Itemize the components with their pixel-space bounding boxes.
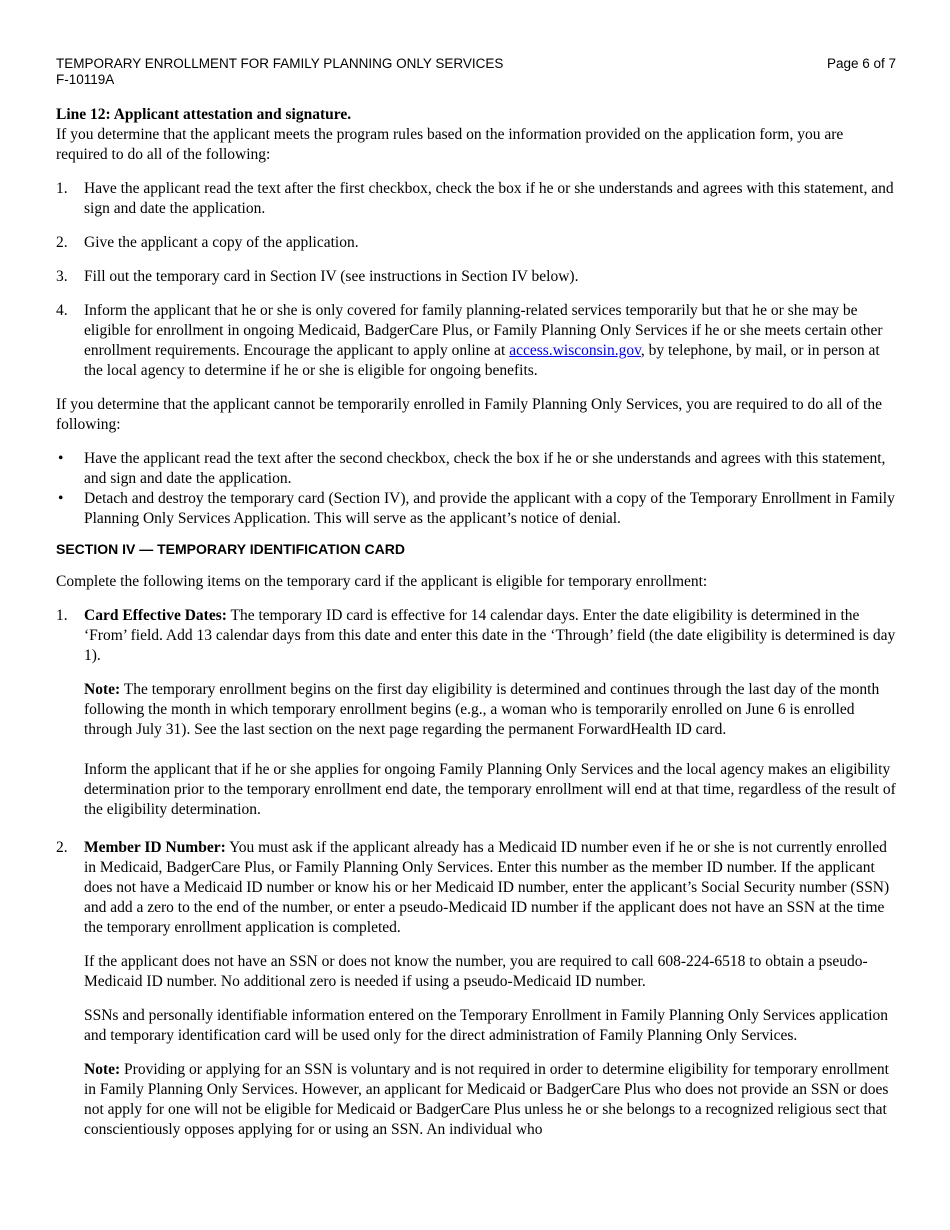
bullet-icon: • xyxy=(58,490,64,507)
list-text: Fill out the temporary card in Section IV (see instructions in Section IV below). xyxy=(84,268,579,285)
member-id-number xyxy=(84,838,896,938)
page-header xyxy=(56,56,896,88)
item-label: Card Effective Dates: xyxy=(84,607,227,624)
bullet-item xyxy=(56,489,896,529)
note-text: The temporary enrollment begins on the first day eligibility is determined and continues through the last day of the month following the month in which temporary enrollment begins (e.g., a woman who is temporarily enrolled on June 6 is enrolled through July 31). See the last section on the next page regarding the permanent ForwardHealth ID card. xyxy=(84,681,880,738)
list-item xyxy=(56,606,896,820)
paragraph: SSNs and personally identifiable information entered on the Temporary Enrollment in Family Planning Only Services application and temporary identification card will be used only for the direct administration of Family Planning Only Services. xyxy=(84,1007,889,1044)
line12-intro: If you determine that the applicant meets the program rules based on the information provided on the application form, you are required to do all of the following: xyxy=(56,126,844,163)
paragraph: Inform the applicant that if he or she applies for ongoing Family Planning Only Services and the local agency makes an eligibility determination prior to the temporary enrollment end date, the temporary enrollment will end at that time, regardless of the result of the eligibility determination. xyxy=(84,761,896,818)
list-number: 1. xyxy=(56,607,68,624)
list-text-part: Inform the applicant that he or she is only covered for family planning-related services temporarily but that he or she may be eligible for enrollment in ongoing Medicaid, BadgerCare Plus, or Family Planning Only Services if he or she meets certain other enrollment requirements. Encourage the applicant to apply online at xyxy=(84,302,883,359)
note-label: Note: xyxy=(84,1061,121,1078)
access-wisconsin-link[interactable]: access.wisconsin.gov xyxy=(509,342,641,359)
list-item xyxy=(56,179,896,219)
paragraph: If the applicant does not have an SSN or does not know the number, you are required to call 608-224-6518 to obtain a pseudo-Medicaid ID number. No additional zero is needed if using a pseudo-Medicaid ID number. xyxy=(84,953,868,990)
card-effective-dates xyxy=(84,606,896,666)
section-iv-heading: SECTION IV — TEMPORARY IDENTIFICATION CARD xyxy=(56,541,405,557)
note-label: Note: xyxy=(84,681,121,698)
list-item xyxy=(56,838,896,1140)
page-number: Page 6 of 7 xyxy=(826,56,896,71)
list-number: 3. xyxy=(56,268,68,285)
document-title: TEMPORARY ENROLLMENT FOR FAMILY PLANNING ONLY SERVICES xyxy=(56,56,504,71)
item-text: You must ask if the applicant already has a Medicaid ID number even if he or she is not currently enrolled in Medicaid, BadgerCare Plus, or Family Planning Only Services. Enter this number as the member ID number. If the applicant does not have a Medicaid ID number or know his or her Medicaid ID number, enter the applicant’s Social Security number (SSN) and add a zero to the end of the number, or enter a pseudo-Medicaid ID number if the applicant does not have an SSN at the time the temporary enrollment application is completed. xyxy=(84,839,890,936)
list-number: 4. xyxy=(56,302,68,319)
list-text-part: , by telephone, by mail, or in person at the local agency to determine if he or she is eligible for ongoing benefits. xyxy=(84,342,880,379)
list-text: Have the applicant read the text after the first checkbox, check the box if he or she understands and agrees with this statement, and sign and date the application. xyxy=(84,180,894,217)
list-item xyxy=(56,233,896,253)
bullet-icon: • xyxy=(58,450,64,467)
bullet-item xyxy=(56,449,896,489)
denial-intro: If you determine that the applicant cannot be temporarily enrolled in Family Planning Only Services, you are required to do all of the following: xyxy=(56,396,882,433)
list-text xyxy=(84,301,896,381)
line12-title: Line 12: Applicant attestation and signature. xyxy=(56,106,352,123)
bullet-text: Have the applicant read the text after the second checkbox, check the box if he or she understands and agrees with this statement, and sign and date the application. xyxy=(84,450,886,487)
list-number: 2. xyxy=(56,839,68,856)
item-label: Member ID Number: xyxy=(84,839,226,856)
list-item xyxy=(56,267,896,287)
bullet-text: Detach and destroy the temporary card (Section IV), and provide the applicant with a copy of the Temporary Enrollment in Family Planning Only Services Application. This will serve as the applicant’s notice of denial. xyxy=(84,490,895,527)
document-page xyxy=(56,56,896,1140)
list-item xyxy=(56,301,896,381)
item-text: The temporary ID card is effective for 14 calendar days. Enter the date eligibility is determined in the ‘From’ field. Add 13 calendar days from this date and enter this date in the ‘Through’ field (the date eligibility is determined is day 1). xyxy=(84,607,896,664)
list-number: 1. xyxy=(56,180,68,197)
note-paragraph xyxy=(84,680,896,740)
note-text: Providing or applying for an SSN is voluntary and is not required in order to determine eligibility for temporary enrollment in Family Planning Only Services. However, an applicant for Medicaid or BadgerCare Plus who does not provide an SSN or does not apply for one will not be eligible for Medicaid or BadgerCare Plus unless he or she belongs to a recognized religious sect that conscientiously opposes applying for or using an SSN. An individual who xyxy=(84,1061,889,1138)
form-number: F-10119A xyxy=(56,72,115,87)
section-iv-intro: Complete the following items on the temporary card if the applicant is eligible for temporary enrollment: xyxy=(56,573,708,590)
list-number: 2. xyxy=(56,234,68,251)
note-paragraph xyxy=(84,1060,896,1140)
list-text: Give the applicant a copy of the application. xyxy=(84,234,359,251)
